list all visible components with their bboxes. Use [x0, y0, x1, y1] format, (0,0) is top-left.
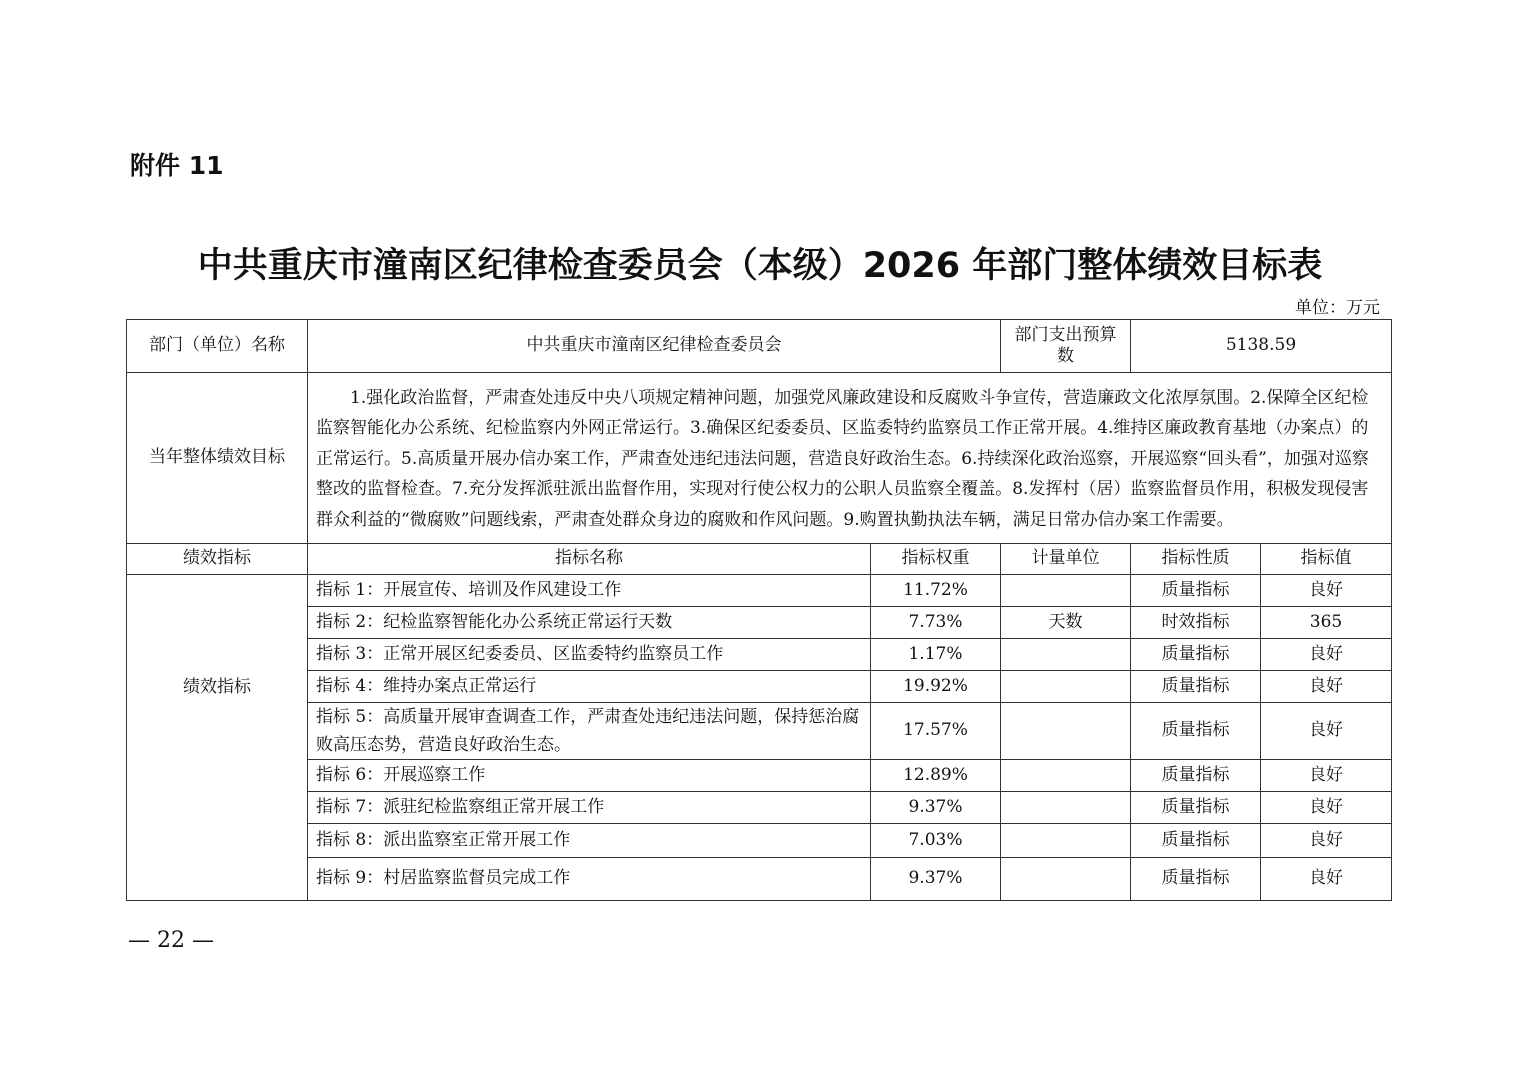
indicator-unit [1001, 760, 1131, 792]
budget-value: 5138.59 [1131, 320, 1392, 373]
indicator-unit [1001, 824, 1131, 858]
table-row [127, 792, 1392, 824]
indicator-name: 指标 5：高质量开展审查调查工作，严肃查处违纪违法问题，保持惩治腐败高压态势，营造良好政治生态。 [308, 703, 871, 760]
goal-label: 当年整体绩效目标 [127, 373, 308, 544]
indicator-unit [1001, 671, 1131, 703]
indicator-unit: 天数 [1001, 607, 1131, 639]
indicator-unit [1001, 792, 1131, 824]
indicator-weight: 12.89% [871, 760, 1001, 792]
indicator-unit [1001, 575, 1131, 607]
indicator-unit [1001, 639, 1131, 671]
group-label: 绩效指标 [127, 575, 308, 901]
indicator-value: 365 [1261, 607, 1392, 639]
indicator-value: 良好 [1261, 671, 1392, 703]
indicator-name: 指标 6：开展巡察工作 [308, 760, 871, 792]
table-row [127, 858, 1392, 901]
indicator-nature: 质量指标 [1131, 858, 1261, 901]
indicator-unit [1001, 858, 1131, 901]
table-row [127, 575, 1392, 607]
indicator-value: 良好 [1261, 575, 1392, 607]
table-row [127, 607, 1392, 639]
indicator-value: 良好 [1261, 639, 1392, 671]
table-row [127, 639, 1392, 671]
header-perf: 绩效指标 [127, 544, 308, 575]
indicator-weight: 19.92% [871, 671, 1001, 703]
table-row [127, 703, 1392, 760]
indicator-value: 良好 [1261, 824, 1392, 858]
indicator-value: 良好 [1261, 703, 1392, 760]
goal-text: 1.强化政治监督，严肃查处违反中央八项规定精神问题，加强党风廉政建设和反腐败斗争宣传，营造廉政文化浓厚氛围。2.保障全区纪检监察智能化办公系统、纪检监察内外网正常运行。3.确保区纪委委员、区监委特约监察员工作正常开展。4.维持区廉政教育基地（办案点）的正常运行。5.高质量开展办信办案工作，严肃查处违纪违法问题，营造良好政治生态。6.持续深化政治巡察，开展巡察“回头看”，加强对巡察整改的监督检查。7.充分发挥派驻派出监督作用，实现对行使公权力的公职人员监察全覆盖。8.发挥村（居）监察监督员作用，积极发现侵害群众利益的“微腐败”问题线索，严肃查处群众身边的腐败和作风问题。9.购置执勤执法车辆，满足日常办信办案工作需要。 [308, 373, 1392, 544]
table-row [127, 760, 1392, 792]
unit-label: 单位：万元 [1295, 298, 1380, 318]
indicator-unit [1001, 703, 1131, 760]
indicator-value: 良好 [1261, 760, 1392, 792]
budget-label: 部门支出预算数 [1001, 320, 1131, 373]
indicator-value: 良好 [1261, 792, 1392, 824]
indicator-name: 指标 7：派驻纪检监察组正常开展工作 [308, 792, 871, 824]
indicator-nature: 时效指标 [1131, 607, 1261, 639]
header-unit: 计量单位 [1001, 544, 1131, 575]
indicator-weight: 7.03% [871, 824, 1001, 858]
indicator-name: 指标 4：维持办案点正常运行 [308, 671, 871, 703]
dept-row [127, 320, 1392, 373]
indicator-nature: 质量指标 [1131, 792, 1261, 824]
header-nature: 指标性质 [1131, 544, 1261, 575]
indicator-value: 良好 [1261, 858, 1392, 901]
indicator-name: 指标 9：村居监察监督员完成工作 [308, 858, 871, 901]
dept-name-label: 部门（单位）名称 [127, 320, 308, 373]
indicator-nature: 质量指标 [1131, 575, 1261, 607]
dept-name-value: 中共重庆市潼南区纪律检查委员会 [308, 320, 1001, 373]
header-row [127, 544, 1392, 575]
indicator-nature: 质量指标 [1131, 760, 1261, 792]
indicator-name: 指标 1：开展宣传、培训及作风建设工作 [308, 575, 871, 607]
goal-row [127, 373, 1392, 544]
indicator-weight: 9.37% [871, 858, 1001, 901]
table-row [127, 824, 1392, 858]
indicator-weight: 11.72% [871, 575, 1001, 607]
indicator-nature: 质量指标 [1131, 639, 1261, 671]
document-title: 中共重庆市潼南区纪律检查委员会（本级）2026 年部门整体绩效目标表 [197, 246, 1323, 286]
performance-table [126, 319, 1392, 901]
indicator-name: 指标 3：正常开展区纪委委员、区监委特约监察员工作 [308, 639, 871, 671]
indicator-nature: 质量指标 [1131, 824, 1261, 858]
header-weight: 指标权重 [871, 544, 1001, 575]
page-number: — 22 — [128, 928, 214, 953]
indicator-weight: 7.73% [871, 607, 1001, 639]
indicator-weight: 1.17% [871, 639, 1001, 671]
attachment-label: 附件 11 [130, 151, 224, 180]
indicator-name: 指标 8：派出监察室正常开展工作 [308, 824, 871, 858]
header-value: 指标值 [1261, 544, 1392, 575]
header-name: 指标名称 [308, 544, 871, 575]
indicator-name: 指标 2：纪检监察智能化办公系统正常运行天数 [308, 607, 871, 639]
indicator-weight: 9.37% [871, 792, 1001, 824]
indicator-nature: 质量指标 [1131, 703, 1261, 760]
indicator-nature: 质量指标 [1131, 671, 1261, 703]
indicator-weight: 17.57% [871, 703, 1001, 760]
table-row [127, 671, 1392, 703]
